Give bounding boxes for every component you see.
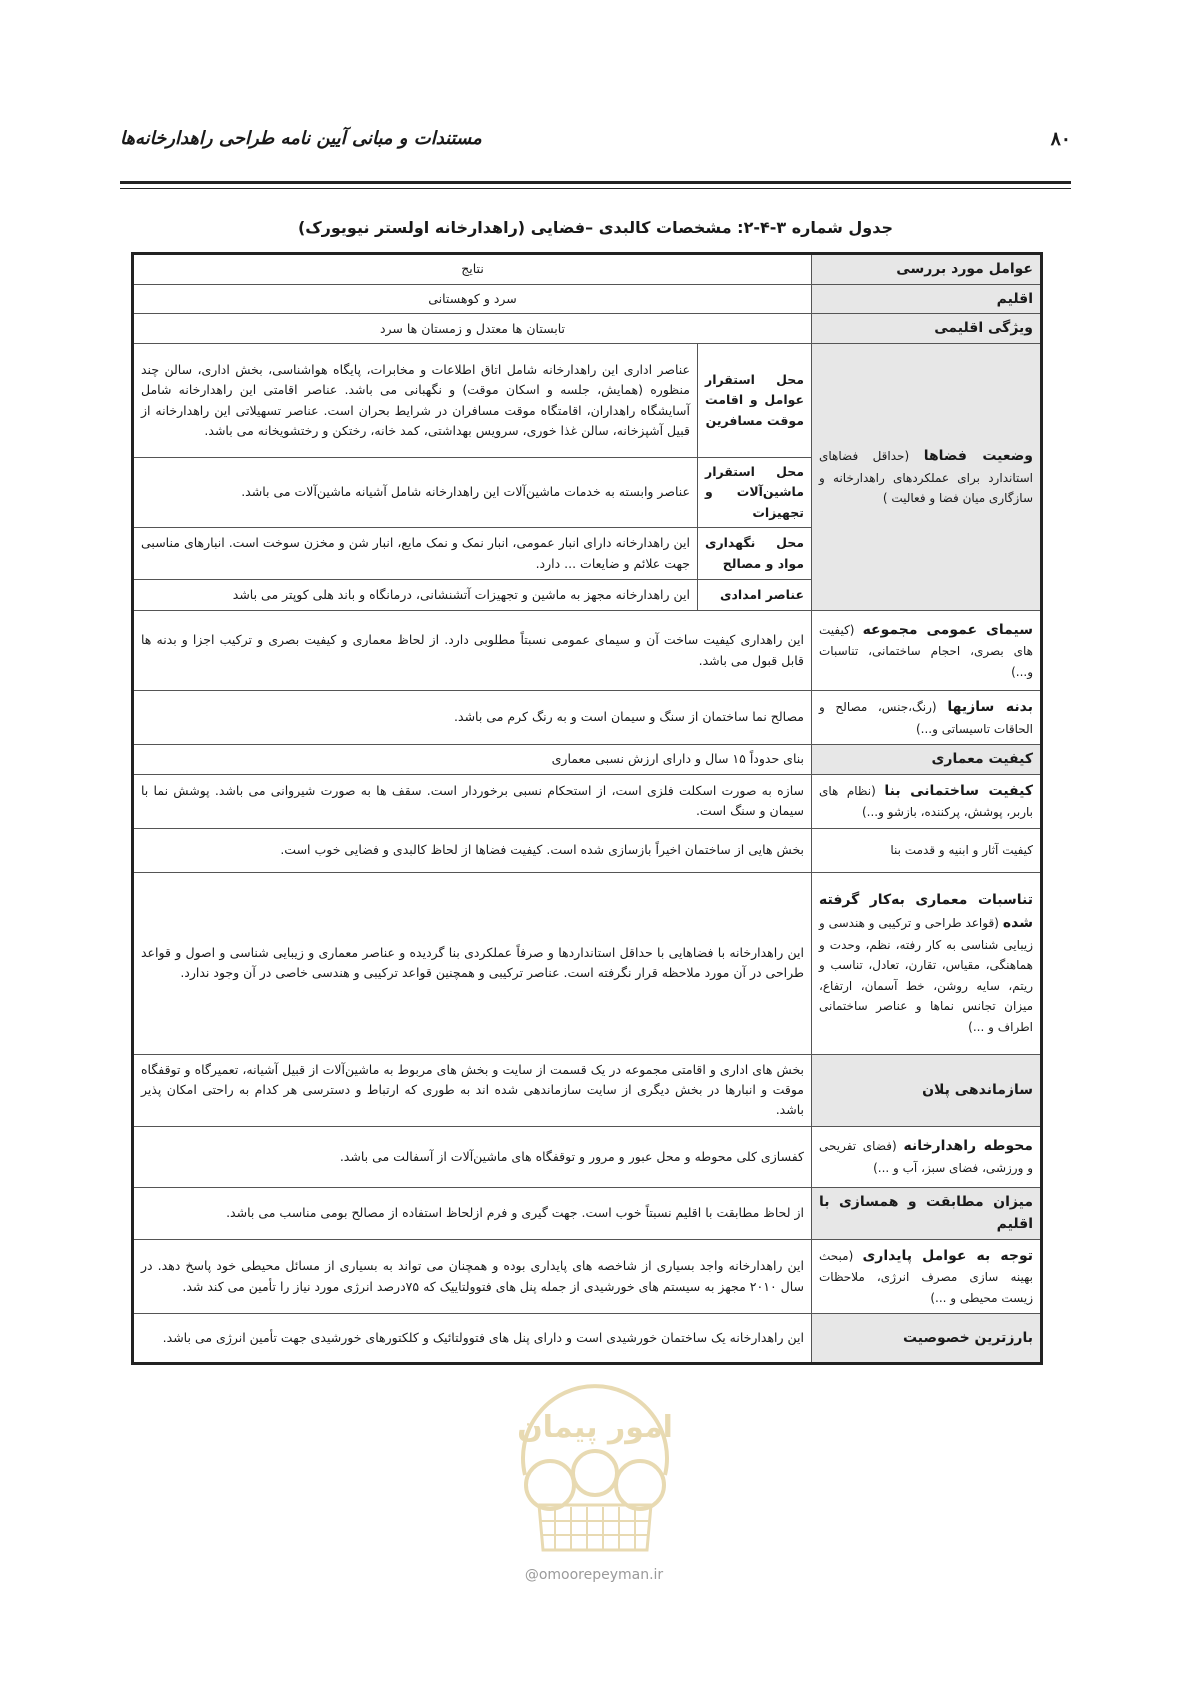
key-cell: بدنه سازیها (رنگ،جنس، مصالح و الحاقات تاسیساتی و...) bbox=[812, 691, 1042, 745]
table-row bbox=[133, 1187, 1042, 1239]
value-cell: بنای حدوداً ۱۵ سال و دارای ارزش نسبی معماری bbox=[133, 745, 812, 775]
value-cell: از لحاظ مطابقت با اقلیم نسبتاً خوب است. جهت گیری و فرم ازلحاظ استفاده از مصالح بومی مناسب می باشد. bbox=[133, 1187, 812, 1239]
subkey-cell: محل استقرار ماشین‌آلات و تجهیزات bbox=[698, 458, 812, 528]
key-cell: توجه به عوامل پایداری (مبحث بهینه سازی مصرف انرژی، ملاحظات زیست محیطی و ...) bbox=[812, 1240, 1042, 1314]
key-cell: بارزترین خصوصیت bbox=[812, 1314, 1042, 1364]
document-title: مستندات و مبانی آیین نامه طراحی راهدارخانه‌ها bbox=[120, 128, 482, 149]
value-cell: عناصر وابسته به خدمات ماشین‌آلات این راهدارخانه شامل آشیانه ماشین‌آلات می باشد. bbox=[133, 458, 698, 528]
value-cell: سرد و کوهستانی bbox=[133, 284, 812, 314]
value-cell: سازه به صورت اسکلت فلزی است، از استحکام نسبی برخوردار است. سقف ها به صورت شیروانی می باشد. پوشش نما با سیمان و سنگ است. bbox=[133, 774, 812, 828]
key-cell: محوطه راهدارخانه (فضای تفریحی و ورزشی، فضای سبز، آب و ...) bbox=[812, 1126, 1042, 1187]
table-row bbox=[133, 611, 1042, 691]
subkey-cell: عناصر امدادی bbox=[698, 580, 812, 611]
specs-table bbox=[131, 252, 1043, 1365]
table-row bbox=[133, 691, 1042, 745]
header-rule-thin bbox=[120, 188, 1071, 189]
watermark-url: @omoorepeyman.ir bbox=[524, 1567, 664, 1583]
table-caption: جدول شماره ۳-۴-۲: مشخصات کالبدی –فضایی (راهدارخانه اولستر نیویورک) bbox=[297, 218, 894, 237]
watermark-logo bbox=[495, 1345, 695, 1560]
watermark-text: امور پیمان bbox=[517, 1410, 673, 1445]
table-row bbox=[133, 284, 1042, 314]
header-rule-thick bbox=[120, 181, 1071, 184]
key-cell: کیفیت معماری bbox=[812, 745, 1042, 775]
key-cell: سازماندهی پلان bbox=[812, 1054, 1042, 1126]
key-cell: کیفیت آثار و ابنیه و قدمت بنا bbox=[812, 828, 1042, 872]
table-row bbox=[133, 1126, 1042, 1187]
value-cell: بخش های اداری و اقامتی مجموعه در یک قسمت از سایت و بخش های مربوط به ماشین‌آلات از قبیل آشیانه، تعمیرگاه و توقفگاه موقت و انبارها در بخش دیگری از سایت سازماندهی شده اند به طوری که ارتباط و دسترسی هر کدام به راحتی امکان پذیر باشد. bbox=[133, 1054, 812, 1126]
key-cell: سیمای عمومی مجموعه (کیفیت های بصری، احجام ساختمانی، تناسبات و...) bbox=[812, 611, 1042, 691]
value-cell: این راهدارخانه دارای انبار عمومی، انبار نمک و نمک مایع، انبار شن و مخزن سوخت است. انبارهای مناسبی جهت علائم و ضایعات ... دارد. bbox=[133, 528, 698, 580]
value-cell: تابستان ها معتدل و زمستان ها سرد bbox=[133, 314, 812, 344]
key-cell: کیفیت ساختمانی بنا (نظام های باربر، پوشش، پرکننده، بازشو و...) bbox=[812, 774, 1042, 828]
value-cell: این راهدارخانه یک ساختمان خورشیدی است و دارای پنل های فتوولتائیک و کلکتورهای خورشیدی جهت تأمین انرژی می باشد. bbox=[133, 1314, 812, 1364]
table-row bbox=[133, 344, 1042, 458]
value-cell: عناصر اداری این راهدارخانه شامل اتاق اطلاعات و مخابرات، پایگاه هواشناسی، بخش اداری، سالن چند منظوره (همایش، جلسه و اسکان موقت) و نگهبانی می باشد. عناصر اقامتی این راهدارخانه شامل آسایشگاه راهداران، اقامتگاه موقت مسافران در شرایط بحران است. عناصر تسهیلاتی این راهدارخانه از قبیل آشپزخانه، سالن غذا خوری، سرویس بهداشتی، کمد خانه، رختکن و رختشویخانه می باشد. bbox=[133, 344, 698, 458]
table-row bbox=[133, 828, 1042, 872]
table-row bbox=[133, 314, 1042, 344]
page-number: ۸۰ bbox=[1050, 128, 1071, 150]
watermark-emblem-icon bbox=[495, 1345, 695, 1560]
value-cell: کفسازی کلی محوطه و محل عبور و مرور و توقفگاه های ماشین‌آلات از آسفالت می باشد. bbox=[133, 1126, 812, 1187]
key-cell: ویژگی اقلیمی bbox=[812, 314, 1042, 344]
table-row bbox=[133, 745, 1042, 775]
key-cell: تناسبات معماری به‌کار گرفته شده (قواعد طراحی و ترکیبی و هندسی و زیبایی شناسی به کار رفته، نظم، وحدت و هماهنگی، مقیاس، تقارن، تعادل، تناسب و ریتم، سایه روشن، خط آسمان، ارتفاع، میزان تجانس نماها و عناصر ساختمانی اطراف و ...) bbox=[812, 872, 1042, 1054]
subkey-cell: محل نگهداری مواد و مصالح bbox=[698, 528, 812, 580]
value-cell: این راهدارخانه مجهز به ماشین و تجهیزات آتشنشانی، درمانگاه و باند هلی کوپتر می باشد bbox=[133, 580, 698, 611]
table-row bbox=[133, 254, 1042, 285]
key-cell: اقلیم bbox=[812, 284, 1042, 314]
table-row bbox=[133, 1054, 1042, 1126]
value-cell: این راهداری کیفیت ساخت آن و سیمای عمومی نسبتاً مطلوبی دارد. از لحاظ معماری و کیفیت بصری و ترکیب اجزا و بدنه ها قابل قبول می باشد. bbox=[133, 611, 812, 691]
key-cell: میزان مطابقت و همسازی با اقلیم bbox=[812, 1187, 1042, 1239]
table-row bbox=[133, 1240, 1042, 1314]
value-cell: این راهدارخانه واجد بسیاری از شاخصه های پایداری بوده و همچنان می تواند به بسیاری از مسائل محیطی خود پاسخ دهد. در سال ۲۰۱۰ مجهز به سیستم های خورشیدی از جمله پنل های فتوولتاییک که ۷۵درصد انرژی مورد نیاز را تأمین می کند شد. bbox=[133, 1240, 812, 1314]
key-cell: عوامل مورد بررسی bbox=[812, 254, 1042, 285]
value-cell: مصالح نما ساختمان از سنگ و سیمان است و به رنگ کرم می باشد. bbox=[133, 691, 812, 745]
page-header bbox=[120, 128, 1071, 158]
subkey-cell: محل استقرار عوامل و اقامت موقت مسافرین bbox=[698, 344, 812, 458]
key-cell: وضعیت فضاها (حداقل فضاهای استاندارد برای عملکردهای راهدارخانه و سازگاری میان فضا و فعالیت ) bbox=[812, 344, 1042, 611]
value-cell: این راهدارخانه با فضاهایی با حداقل استانداردها و صرفاً عملکردی بنا گردیده و عناصر معماری و زیبایی شناسی و اصول و قواعد طراحی در آن مورد ملاحظه قرار نگرفته است. عناصر ترکیبی و همچنین قواعد ترکیبی و هندسی خاصی در آن وجود ندارد. bbox=[133, 872, 812, 1054]
value-cell: بخش هایی از ساختمان اخیراً بازسازی شده است. کیفیت فضاها از لحاظ کالبدی و فضایی خوب است. bbox=[133, 828, 812, 872]
table-row bbox=[133, 872, 1042, 1054]
table-row bbox=[133, 774, 1042, 828]
value-cell: نتایج bbox=[133, 254, 812, 285]
